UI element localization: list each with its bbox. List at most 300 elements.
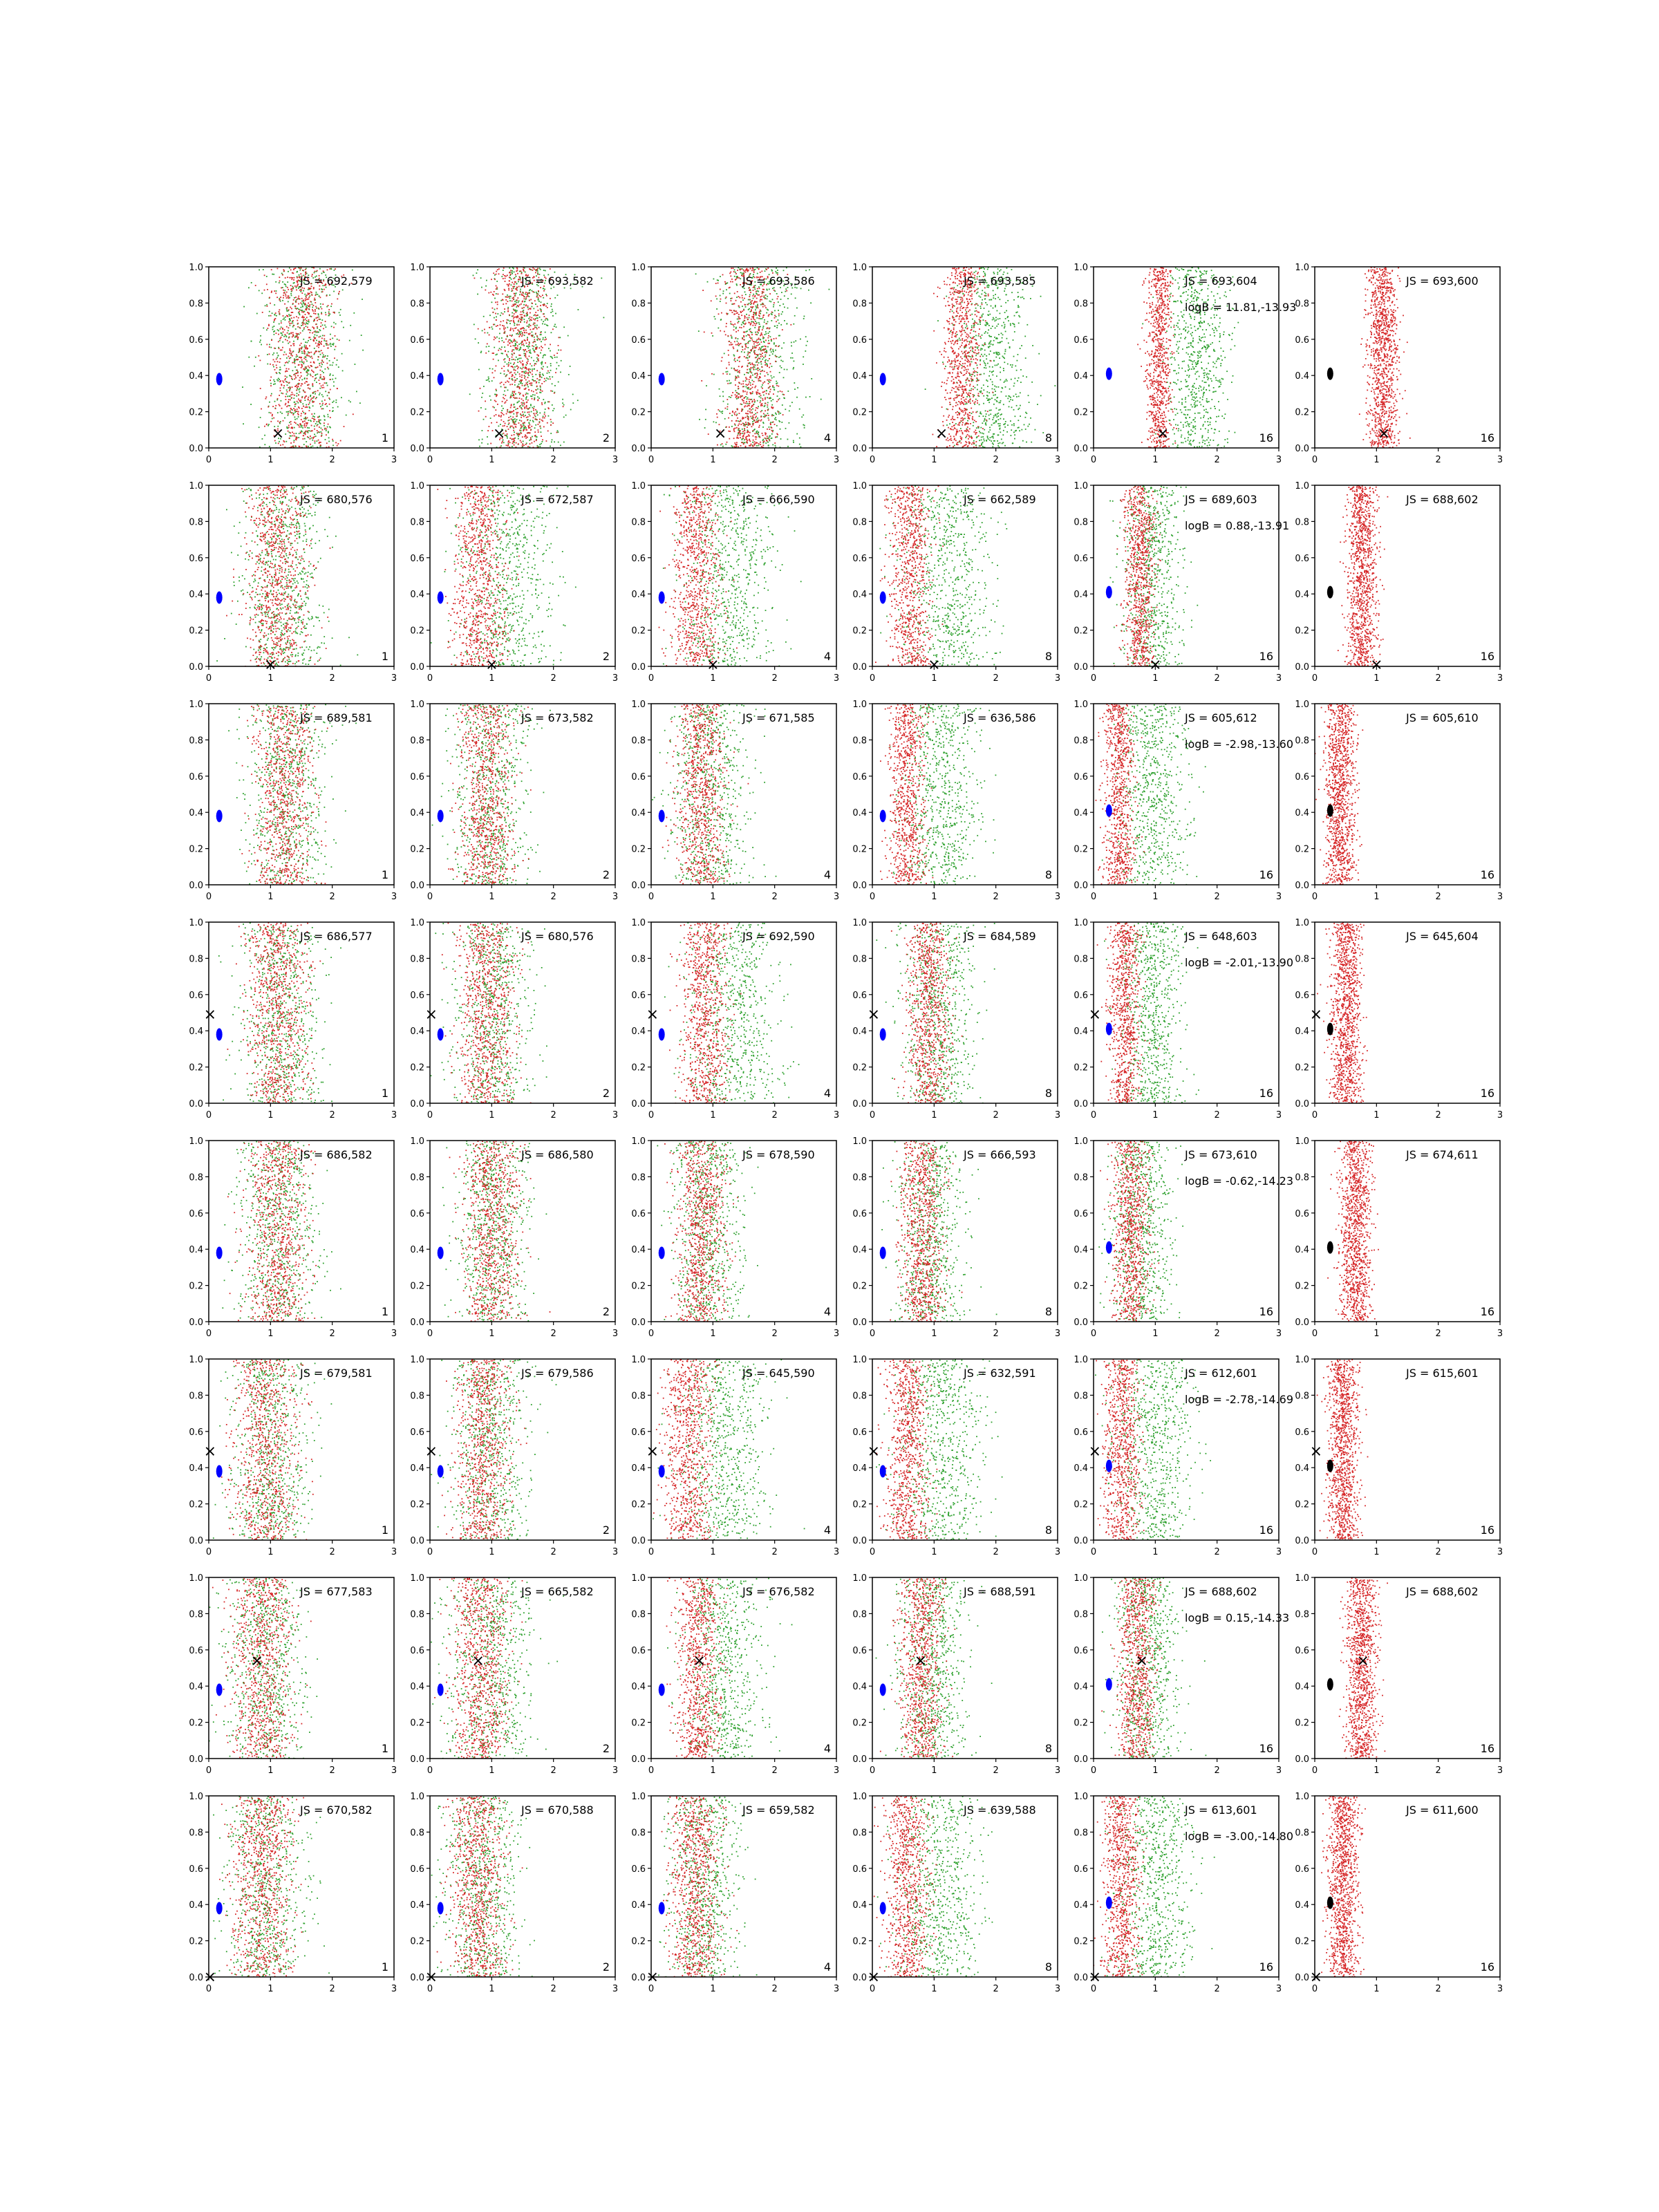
- green-point: [985, 422, 986, 424]
- green-point: [767, 310, 769, 311]
- red-point: [544, 413, 545, 415]
- red-point: [746, 401, 747, 402]
- green-point: [321, 288, 322, 290]
- green-point: [294, 440, 295, 441]
- red-point: [301, 292, 303, 294]
- red-point: [761, 299, 762, 301]
- red-point: [505, 328, 506, 329]
- green-point: [525, 301, 526, 302]
- red-point: [283, 354, 285, 355]
- green-point: [1005, 302, 1006, 303]
- green-point: [765, 334, 766, 335]
- red-point: [537, 268, 538, 270]
- green-point: [507, 351, 509, 353]
- green-point: [558, 431, 559, 433]
- green-point: [536, 339, 538, 340]
- red-point: [288, 309, 290, 310]
- red-point: [776, 338, 777, 339]
- red-point: [737, 312, 738, 314]
- green-point: [333, 343, 335, 344]
- green-point: [524, 412, 525, 413]
- red-point: [303, 362, 305, 363]
- red-point: [538, 290, 539, 292]
- red-point: [322, 353, 324, 354]
- red-point: [525, 305, 527, 306]
- red-point: [500, 321, 502, 322]
- green-point: [1022, 375, 1024, 377]
- red-point: [740, 397, 741, 398]
- green-point: [707, 281, 709, 283]
- green-point: [731, 368, 733, 369]
- green-point: [765, 331, 767, 332]
- red-point: [319, 337, 320, 338]
- green-point: [984, 420, 986, 421]
- green-point: [274, 334, 275, 335]
- red-point: [725, 334, 727, 335]
- green-point: [310, 316, 311, 317]
- red-point: [507, 409, 508, 411]
- green-point: [805, 270, 807, 271]
- red-point: [340, 440, 341, 442]
- red-point: [527, 384, 528, 385]
- red-point: [294, 285, 296, 287]
- green-point: [769, 289, 770, 290]
- red-point: [769, 379, 770, 381]
- red-point: [301, 268, 302, 269]
- green-point: [727, 404, 729, 405]
- green-point: [497, 313, 498, 315]
- red-point: [308, 299, 309, 300]
- green-point: [356, 391, 357, 393]
- green-point: [545, 355, 546, 356]
- red-point: [314, 299, 315, 301]
- red-point: [514, 373, 516, 374]
- green-point: [293, 397, 294, 399]
- green-point: [758, 322, 760, 324]
- green-point: [306, 404, 307, 406]
- red-point: [756, 341, 757, 343]
- red-point: [758, 370, 759, 371]
- red-point: [281, 408, 283, 409]
- red-point: [274, 361, 276, 362]
- green-point: [976, 427, 977, 429]
- green-point: [286, 309, 288, 310]
- green-point: [486, 379, 487, 381]
- green-point: [297, 393, 298, 394]
- red-point: [526, 343, 527, 344]
- red-point: [739, 297, 740, 299]
- green-point: [1027, 324, 1028, 326]
- green-point: [534, 337, 535, 338]
- green-point: [716, 299, 718, 300]
- green-point: [481, 442, 482, 444]
- red-point: [753, 303, 754, 305]
- red-point: [301, 408, 303, 409]
- red-point: [287, 382, 288, 383]
- red-point: [747, 440, 748, 441]
- green-point: [781, 314, 782, 315]
- green-point: [720, 319, 722, 320]
- red-point: [770, 348, 771, 350]
- green-point: [558, 442, 559, 443]
- red-point: [498, 294, 499, 295]
- red-point: [507, 411, 508, 413]
- green-point: [964, 356, 966, 357]
- green-point: [550, 306, 552, 307]
- red-point: [324, 377, 326, 379]
- green-point: [273, 384, 274, 385]
- red-point: [299, 328, 301, 329]
- red-point: [290, 270, 292, 271]
- green-point: [1018, 427, 1020, 429]
- green-point: [329, 427, 330, 428]
- green-point: [767, 360, 769, 362]
- red-point: [769, 358, 770, 359]
- red-point: [522, 436, 523, 438]
- green-point: [500, 315, 501, 316]
- green-point: [757, 360, 758, 362]
- green-point: [766, 391, 767, 392]
- red-point: [755, 295, 756, 297]
- red-point: [524, 406, 525, 408]
- red-point: [753, 368, 755, 370]
- red-point: [529, 292, 530, 294]
- green-point: [992, 388, 993, 390]
- red-point: [739, 372, 740, 373]
- red-point: [312, 418, 313, 419]
- green-point: [988, 354, 990, 355]
- red-point: [478, 328, 479, 330]
- red-point: [283, 290, 284, 291]
- green-point: [327, 385, 328, 386]
- green-point: [511, 279, 512, 280]
- red-point: [534, 399, 535, 400]
- green-point: [979, 415, 980, 417]
- green-point: [996, 408, 997, 409]
- green-point: [509, 298, 511, 299]
- red-point: [505, 276, 507, 277]
- red-point: [535, 409, 536, 411]
- red-point: [523, 364, 524, 366]
- red-point: [303, 312, 304, 313]
- green-point: [787, 308, 789, 309]
- green-point: [1000, 269, 1002, 270]
- red-point: [528, 432, 529, 433]
- green-point: [557, 430, 559, 431]
- green-point: [501, 353, 503, 354]
- green-point: [332, 375, 334, 376]
- red-point: [504, 402, 505, 404]
- red-point: [740, 445, 742, 447]
- red-point: [290, 323, 292, 324]
- green-point: [829, 289, 830, 290]
- green-point: [562, 399, 563, 400]
- green-point: [747, 403, 748, 404]
- green-point: [705, 409, 706, 411]
- green-point: [309, 406, 310, 408]
- red-point: [503, 414, 505, 415]
- green-point: [535, 424, 536, 426]
- green-point: [549, 376, 550, 377]
- green-point: [527, 346, 529, 347]
- red-point: [756, 345, 758, 346]
- green-point: [722, 391, 724, 393]
- red-point: [325, 321, 326, 322]
- red-point: [516, 287, 518, 288]
- green-point: [747, 388, 748, 389]
- green-point: [720, 395, 721, 397]
- green-point: [742, 306, 743, 307]
- green-point: [772, 299, 774, 300]
- red-point: [313, 418, 315, 420]
- green-point: [514, 418, 516, 420]
- green-point: [789, 406, 791, 407]
- green-point: [276, 379, 278, 381]
- red-point: [322, 303, 324, 305]
- red-point: [287, 340, 288, 341]
- red-point: [319, 365, 321, 366]
- green-point: [536, 357, 538, 359]
- red-point: [509, 422, 510, 424]
- red-point: [735, 394, 736, 395]
- green-point: [991, 397, 993, 399]
- red-point: [731, 344, 732, 346]
- red-point: [301, 311, 303, 312]
- red-point: [542, 368, 543, 370]
- red-point: [559, 337, 560, 338]
- red-point: [496, 389, 497, 391]
- green-point: [757, 400, 758, 402]
- red-point: [319, 419, 320, 420]
- red-point: [767, 409, 769, 411]
- red-point: [525, 444, 527, 445]
- red-point: [524, 404, 525, 405]
- green-point: [770, 336, 771, 337]
- green-point: [980, 306, 982, 307]
- red-point: [288, 405, 289, 406]
- red-point: [729, 413, 731, 414]
- red-point: [328, 348, 329, 349]
- green-point: [977, 348, 978, 349]
- red-point: [306, 372, 308, 373]
- red-point: [297, 370, 298, 371]
- green-point: [987, 269, 988, 270]
- red-point: [749, 289, 751, 290]
- green-point: [516, 306, 517, 308]
- red-point: [513, 319, 514, 321]
- red-point: [492, 308, 494, 309]
- red-point: [512, 286, 514, 288]
- red-point: [321, 362, 322, 364]
- red-point: [321, 435, 322, 437]
- red-point: [297, 401, 298, 402]
- green-point: [286, 357, 288, 359]
- red-point: [767, 438, 768, 439]
- green-point: [780, 438, 782, 440]
- green-point: [745, 386, 747, 388]
- red-point: [766, 352, 767, 353]
- red-point: [735, 311, 736, 312]
- red-point: [528, 344, 529, 346]
- green-point: [491, 301, 493, 303]
- green-point: [770, 397, 771, 399]
- red-point: [753, 318, 754, 319]
- red-point: [774, 315, 776, 317]
- red-point: [715, 296, 717, 297]
- red-point: [530, 437, 532, 438]
- red-point: [314, 319, 315, 321]
- green-point: [545, 319, 546, 321]
- green-point: [540, 428, 541, 429]
- red-point: [731, 310, 732, 311]
- red-point: [284, 329, 285, 330]
- red-point: [317, 331, 318, 332]
- red-point: [778, 346, 779, 347]
- red-point: [765, 298, 766, 299]
- green-point: [994, 337, 995, 338]
- green-point: [773, 350, 774, 352]
- green-point: [1011, 435, 1012, 436]
- red-point: [498, 415, 500, 417]
- green-point: [477, 269, 478, 270]
- red-point: [517, 315, 518, 317]
- green-point: [325, 355, 326, 357]
- red-point: [772, 385, 774, 386]
- red-point: [513, 299, 514, 300]
- red-point: [308, 288, 310, 289]
- green-point: [727, 380, 728, 382]
- green-point: [335, 402, 337, 403]
- green-point: [988, 325, 990, 326]
- red-point: [306, 346, 307, 347]
- green-point: [1002, 334, 1004, 335]
- green-point: [713, 279, 715, 280]
- green-point: [971, 362, 973, 363]
- green-point: [545, 409, 546, 410]
- red-point: [513, 317, 514, 319]
- red-point: [778, 400, 779, 401]
- red-point: [281, 385, 283, 386]
- green-point: [494, 309, 496, 310]
- green-point: [769, 301, 771, 302]
- red-point: [534, 431, 536, 433]
- red-point: [518, 443, 519, 444]
- green-point: [331, 326, 332, 327]
- green-point: [774, 389, 775, 391]
- red-point: [512, 355, 514, 356]
- red-point: [743, 332, 744, 333]
- green-point: [1022, 440, 1024, 442]
- red-point: [729, 287, 731, 288]
- red-point: [760, 301, 761, 302]
- green-point: [521, 357, 522, 359]
- green-point: [762, 328, 764, 329]
- green-point: [988, 431, 990, 433]
- red-point: [319, 403, 321, 404]
- red-point: [493, 312, 494, 313]
- red-point: [286, 326, 288, 328]
- green-point: [273, 331, 274, 332]
- red-point: [534, 319, 536, 321]
- red-point: [269, 346, 270, 348]
- green-point: [542, 373, 543, 375]
- green-point: [572, 394, 574, 395]
- red-point: [525, 349, 526, 350]
- red-point: [301, 343, 302, 344]
- green-point: [747, 347, 749, 348]
- red-point: [301, 385, 302, 386]
- green-point: [776, 293, 778, 294]
- green-point: [726, 371, 727, 373]
- red-point: [519, 387, 521, 388]
- red-point: [752, 415, 753, 417]
- green-point: [507, 319, 509, 321]
- green-point: [809, 269, 810, 270]
- green-point: [748, 299, 749, 301]
- red-point: [282, 328, 283, 330]
- red-point: [727, 373, 728, 375]
- green-point: [284, 352, 285, 353]
- red-point: [758, 367, 759, 368]
- red-point: [721, 360, 722, 362]
- green-point: [514, 366, 516, 368]
- green-point: [1007, 300, 1009, 301]
- green-point: [786, 324, 787, 325]
- red-point: [280, 297, 281, 298]
- green-point: [301, 301, 303, 302]
- red-point: [542, 439, 543, 440]
- red-point: [761, 341, 762, 343]
- green-point: [1013, 386, 1015, 387]
- red-point: [527, 363, 528, 364]
- red-point: [760, 444, 761, 445]
- green-point: [333, 401, 335, 402]
- red-point: [751, 319, 752, 320]
- green-point: [523, 310, 524, 311]
- red-point: [530, 319, 532, 320]
- red-point: [535, 312, 536, 313]
- red-point: [749, 405, 750, 406]
- green-point: [297, 339, 299, 340]
- green-point: [537, 272, 538, 274]
- red-point: [765, 434, 767, 435]
- red-point: [305, 300, 306, 301]
- red-point: [285, 378, 286, 379]
- green-point: [780, 356, 781, 357]
- green-point: [986, 395, 988, 396]
- green-point: [525, 397, 527, 399]
- green-point: [500, 373, 501, 374]
- red-point: [749, 432, 751, 433]
- red-point: [478, 411, 480, 412]
- red-point: [518, 422, 520, 424]
- green-point: [973, 422, 974, 423]
- red-point: [540, 305, 541, 306]
- red-point: [273, 359, 274, 361]
- red-point: [297, 285, 299, 286]
- green-point: [996, 386, 997, 388]
- red-point: [313, 421, 315, 422]
- red-point: [776, 356, 777, 357]
- red-point: [512, 417, 514, 418]
- red-point: [529, 380, 530, 382]
- green-point: [745, 396, 747, 397]
- red-point: [308, 384, 310, 386]
- green-point: [281, 400, 282, 402]
- red-point: [505, 350, 506, 352]
- red-point: [511, 366, 512, 367]
- green-point: [775, 271, 776, 272]
